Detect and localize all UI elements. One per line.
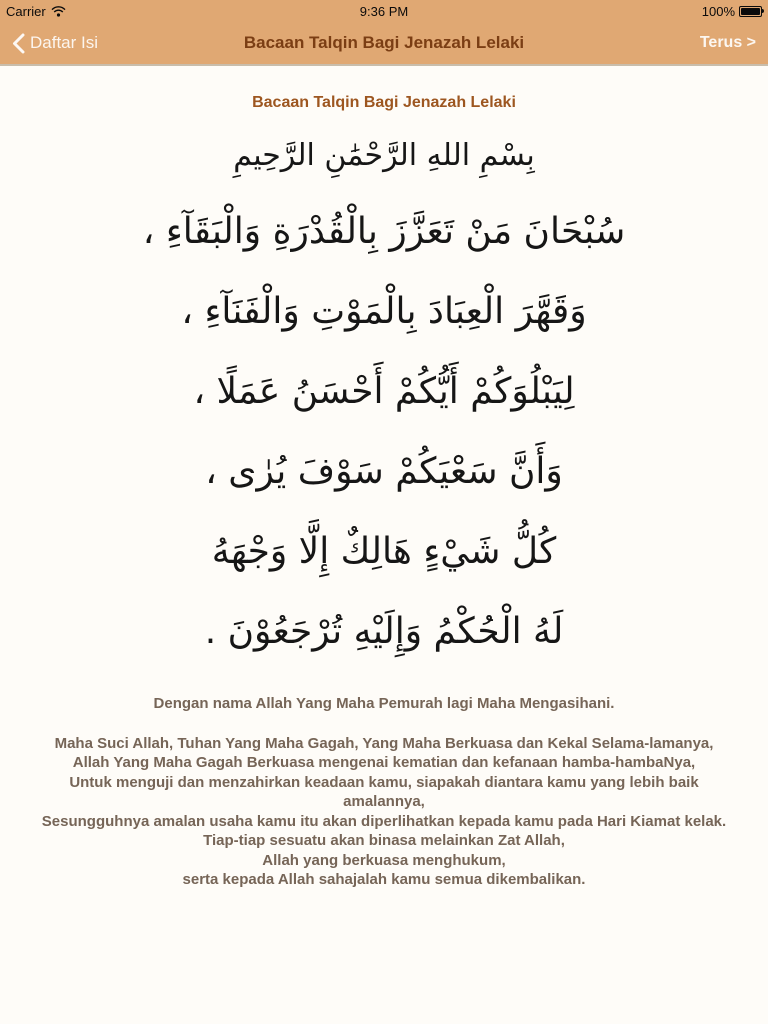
translation-line: serta kepada Allah sahajalah kamu semua dikembalikan. — [182, 871, 586, 888]
carrier-label: Carrier — [6, 3, 46, 19]
arabic-line: لَهُ الْحُكْمُ وَإِلَيْهِ تُرْجَعُوْنَ . — [204, 611, 564, 652]
arabic-line: وَأَنَّ سَعْيَكُمْ سَوْفَ يُرٰى ، — [205, 451, 563, 492]
wifi-icon — [51, 6, 66, 17]
clock-label: 9:36 PM — [359, 3, 409, 19]
translation-line: Untuk menguji dan menzahirkan keadaan kamu, siapakah diantara kamu yang lebih baik amalannya, — [69, 773, 699, 810]
chevron-left-icon — [12, 33, 25, 54]
battery-percent-label: 100% — [701, 3, 735, 19]
back-button-label: Daftar Isi — [30, 33, 99, 52]
translation-line: Allah Yang Maha Gagah Berkuasa mengenai kematian dan kefanaan hamba-hambaNya, — [72, 754, 696, 771]
navigation-bar — [0, 22, 768, 66]
arabic-line: كُلُّ شَيْءٍ هَالِكٌ إِلَّا وَجْهَهُ — [211, 531, 557, 572]
translation-line: Maha Suci Allah, Tuhan Yang Maha Gagah, Yang Maha Berkuasa dan Kekal Selama-lamanya, — [54, 734, 714, 752]
translation-line: Sesungguhnya amalan usaha kamu itu akan diperlihatkan kepada kamu pada Hari Kiamat kelak. — [41, 812, 727, 830]
arabic-line: وَقَهَّرَ الْعِبَادَ بِالْمَوْتِ وَالْفَنَآءِ ، — [181, 291, 587, 332]
arabic-line: سُبْحَانَ مَنْ تَعَزَّزَ بِالْقُدْرَةِ وَالْبَقَآءِ ، — [142, 211, 626, 252]
status-bar — [0, 0, 768, 22]
arabic-line: لِيَبْلُوَكُمْ أَيُّكُمْ أَحْسَنُ عَمَلًا ، — [193, 371, 575, 412]
page-title: Bacaan Talqin Bagi Jenazah Lelaki — [252, 94, 516, 111]
nav-title: Bacaan Talqin Bagi Jenazah Lelaki — [243, 33, 525, 52]
arabic-line: بِسْمِ اللهِ الرَّحْمَٰنِ الرَّحِيمِ — [233, 138, 535, 173]
next-button[interactable]: Terus > — [699, 34, 756, 51]
translation-line: Allah yang berkuasa menghukum, — [262, 851, 506, 869]
arabic-verse-block — [0, 120, 768, 672]
content-area — [0, 66, 768, 890]
translation-line: Dengan nama Allah Yang Maha Pemurah lagi Maha Mengasihani. — [153, 695, 615, 712]
translation-line: Tiap-tiap sesuatu akan binasa melainkan Zat Allah, — [203, 832, 565, 849]
translation-block — [34, 694, 734, 890]
battery-icon — [739, 6, 762, 17]
back-button[interactable] — [12, 33, 198, 54]
